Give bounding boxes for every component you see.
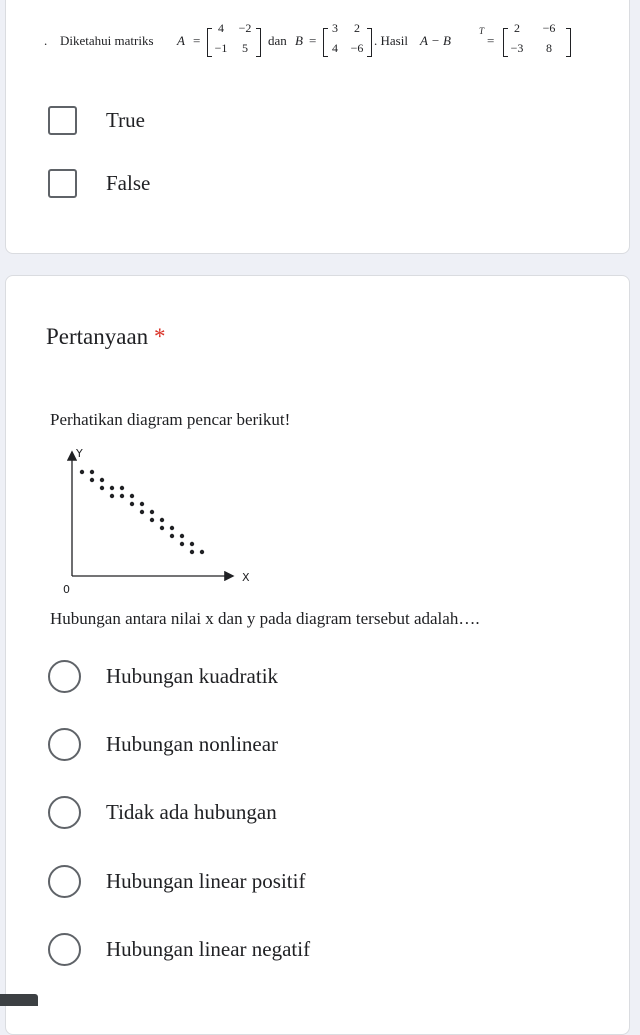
result-text: . Hasil bbox=[374, 33, 408, 48]
question-intro: Perhatikan diagram pencar berikut! bbox=[50, 410, 291, 429]
matrix-result-cell: −6 bbox=[542, 21, 556, 35]
scatter-point bbox=[110, 486, 114, 490]
radio-button[interactable] bbox=[48, 865, 81, 898]
option-label: False bbox=[106, 171, 151, 195]
radio-button[interactable] bbox=[48, 660, 81, 693]
var-b: B bbox=[295, 33, 303, 48]
checkbox[interactable] bbox=[48, 169, 77, 198]
matrix-a-cell: −2 bbox=[238, 21, 252, 35]
option-label: Hubungan linear negatif bbox=[106, 937, 311, 961]
question-card-matrix bbox=[5, 0, 630, 254]
equals-sign: = bbox=[309, 33, 317, 48]
scatter-diagram bbox=[46, 441, 266, 601]
scatter-point bbox=[120, 494, 124, 498]
equals-sign: = bbox=[193, 33, 201, 48]
matrix-result-right-bracket bbox=[566, 28, 571, 57]
scatter-point bbox=[90, 470, 94, 474]
scatter-point bbox=[170, 526, 174, 530]
scatter-point bbox=[170, 534, 174, 538]
matrix-result-cell: 2 bbox=[514, 21, 520, 35]
expression: A − B bbox=[420, 33, 451, 48]
scatter-point bbox=[90, 478, 94, 482]
matrix-result-cell: −3 bbox=[510, 41, 524, 55]
scatter-points bbox=[80, 470, 204, 554]
scatter-point bbox=[160, 526, 164, 530]
matrix-question-text bbox=[6, 1, 631, 101]
scatter-point bbox=[150, 510, 154, 514]
scatter-point bbox=[160, 518, 164, 522]
scatter-point bbox=[180, 534, 184, 538]
and-text: dan bbox=[268, 33, 287, 48]
matrix-a-cell: 5 bbox=[242, 41, 248, 55]
matrix-b-cell: 2 bbox=[354, 21, 360, 35]
scatter-point bbox=[100, 486, 104, 490]
y-axis-label: Y bbox=[76, 447, 83, 460]
radio-button[interactable] bbox=[48, 933, 81, 966]
option-label: Tidak ada hubungan bbox=[106, 800, 277, 824]
scatter-point bbox=[130, 502, 134, 506]
scatter-point bbox=[190, 550, 194, 554]
question-card-scatter bbox=[5, 275, 630, 1035]
scatter-point bbox=[200, 550, 204, 554]
transpose-superscript: T bbox=[479, 26, 485, 36]
scatter-point bbox=[100, 478, 104, 482]
matrix-b-right-bracket bbox=[367, 28, 372, 57]
matrix-a-cell: −1 bbox=[214, 41, 228, 55]
radio-button[interactable] bbox=[48, 728, 81, 761]
option-label: True bbox=[106, 108, 145, 132]
matrix-a-right-bracket bbox=[256, 28, 261, 57]
radio-button[interactable] bbox=[48, 796, 81, 829]
x-axis-label: X bbox=[242, 571, 250, 584]
scatter-point bbox=[180, 542, 184, 546]
matrix-b-cell: 3 bbox=[332, 21, 338, 35]
question-prompt: Hubungan antara nilai x dan y pada diagram tersebut adalah…. bbox=[50, 609, 480, 628]
matrix-a-cell: 4 bbox=[218, 21, 224, 35]
question-intro-text: Diketahui matriks bbox=[60, 33, 154, 48]
origin-label: 0 bbox=[63, 583, 70, 596]
option-label: Hubungan kuadratik bbox=[106, 664, 279, 688]
question-title-text: Pertanyaan bbox=[46, 324, 149, 349]
equals-sign: = bbox=[487, 33, 495, 48]
scatter-point bbox=[140, 502, 144, 506]
scatter-point bbox=[140, 510, 144, 514]
prefix-mark: . bbox=[44, 33, 48, 48]
scatter-point bbox=[110, 494, 114, 498]
scatter-point bbox=[190, 542, 194, 546]
question-title bbox=[46, 324, 165, 350]
var-a: A bbox=[177, 33, 185, 48]
required-marker: * bbox=[153, 324, 166, 349]
option-label: Hubungan nonlinear bbox=[106, 732, 279, 756]
matrix-b-cell: 4 bbox=[332, 41, 338, 55]
matrix-b-cell: −6 bbox=[350, 41, 364, 55]
footer-tab bbox=[0, 994, 38, 1006]
scatter-point bbox=[120, 486, 124, 490]
matrix-result-cell: 8 bbox=[546, 41, 552, 55]
checkbox[interactable] bbox=[48, 106, 77, 135]
option-label: Hubungan linear positif bbox=[106, 869, 306, 893]
scatter-point bbox=[130, 494, 134, 498]
scatter-point bbox=[150, 518, 154, 522]
scatter-point bbox=[80, 470, 84, 474]
